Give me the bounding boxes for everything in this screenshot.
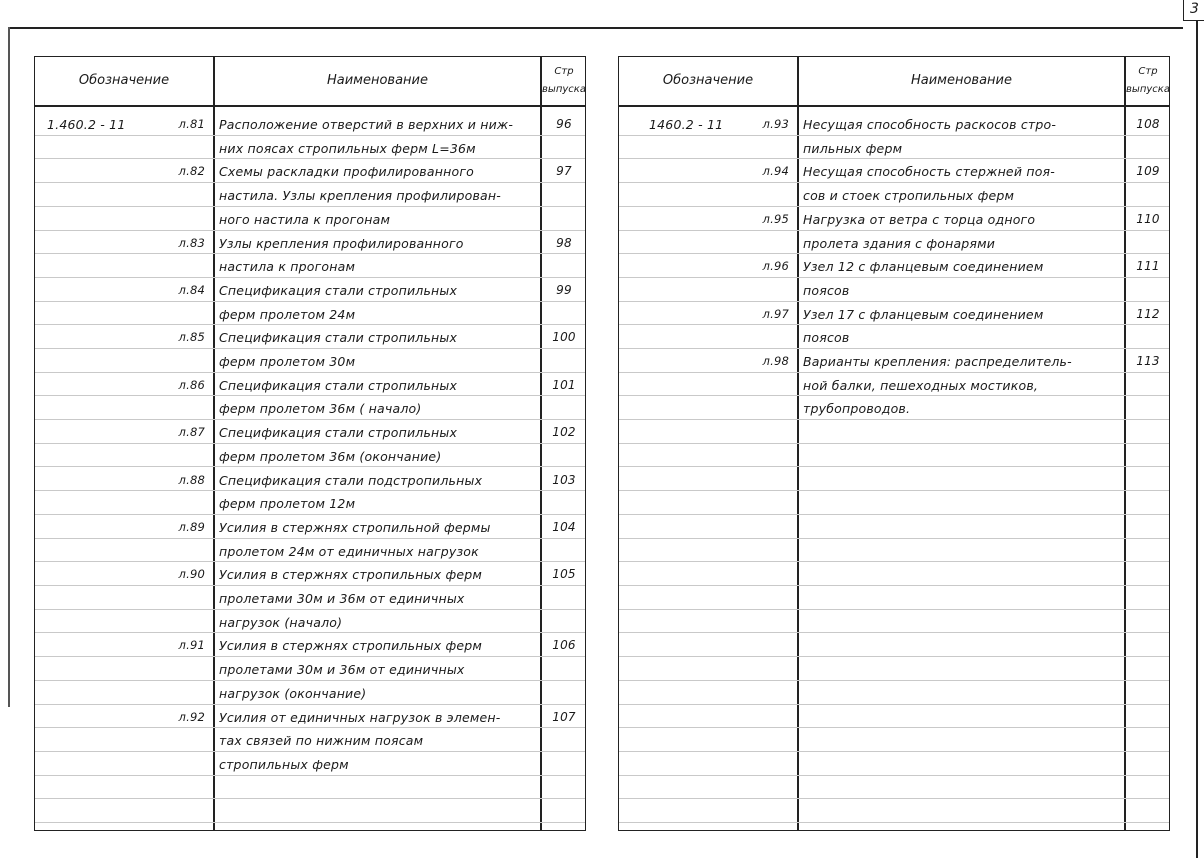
sheet-number: л.84 xyxy=(178,282,205,297)
ruled-line xyxy=(619,585,1169,586)
sheet-number: л.98 xyxy=(762,354,789,368)
sheet-number: л.87 xyxy=(178,425,205,440)
ruled-line xyxy=(35,751,585,752)
item-name-line: пролетами 30м и 36м от единичных xyxy=(219,591,465,606)
item-name-line: поясов xyxy=(803,282,850,298)
ruled-line xyxy=(619,466,1169,467)
item-name-line: Усилия в стержнях стропильной фермы xyxy=(219,519,491,535)
item-name-line: пролета здания с фонарями xyxy=(803,235,996,251)
ruled-line xyxy=(35,277,585,278)
item-name-line: ферм пролетом 36м ( начало) xyxy=(219,401,422,417)
page-left-border xyxy=(8,27,10,707)
ruled-line xyxy=(619,158,1169,159)
item-name-line: Спецификация стали подстропильных xyxy=(219,472,483,488)
ruled-line xyxy=(619,135,1169,136)
page-value: 97 xyxy=(556,164,572,179)
ruled-line xyxy=(619,253,1169,254)
ruled-line xyxy=(619,372,1169,373)
ruled-line xyxy=(35,206,585,207)
header-name: Наименование xyxy=(910,73,1013,88)
item-name-line: Варианты крепления: распределитель- xyxy=(803,354,1072,369)
ruled-line xyxy=(35,395,585,396)
page-value: 103 xyxy=(552,472,576,487)
header-page xyxy=(1126,57,1170,105)
ruled-line xyxy=(35,443,585,444)
page-value: 113 xyxy=(1136,354,1160,368)
item-name-line: стропильных ферм xyxy=(219,756,349,772)
sheet-number: л.89 xyxy=(178,519,205,534)
ruled-line xyxy=(35,348,585,349)
page-value: 101 xyxy=(552,377,576,392)
ruled-line xyxy=(35,301,585,302)
header-page-line2: выпуска xyxy=(542,84,586,95)
ruled-line xyxy=(35,822,585,823)
ruled-line xyxy=(35,585,585,586)
item-name-line: ферм пролетом 36м (окончание) xyxy=(219,448,442,464)
item-name-line: ной балки, пешеходных мостиков, xyxy=(803,377,1039,393)
series-designation: 1.460.2 - 11 xyxy=(47,117,126,132)
ruled-line xyxy=(619,704,1169,705)
item-name-line: Спецификация стали стропильных xyxy=(219,377,458,393)
item-name-line: Спецификация стали стропильных xyxy=(219,425,458,441)
page-value: 108 xyxy=(1136,117,1160,131)
item-name-line: Узлы крепления профилированного xyxy=(219,235,464,251)
header-page-line1: Стр xyxy=(554,66,574,77)
item-name-line: тах связей по нижним поясам xyxy=(219,733,424,749)
item-name-line: Усилия в стержнях стропильных ферм xyxy=(219,638,483,654)
header-divider xyxy=(35,105,585,107)
contents-table-right xyxy=(618,56,1170,831)
item-name-line: ферм пролетом 12м xyxy=(219,496,356,512)
page-top-border xyxy=(8,27,1183,29)
ruled-line xyxy=(35,466,585,467)
sheet-number: л.92 xyxy=(178,709,205,724)
page-value: 109 xyxy=(1136,164,1160,179)
item-name-line: настила. Узлы крепления профилирован- xyxy=(219,188,501,204)
ruled-line xyxy=(35,727,585,728)
header-page-line1: Стр xyxy=(1138,66,1158,77)
page-value: 104 xyxy=(552,519,576,534)
ruled-line xyxy=(35,632,585,633)
item-name-line: пролетом 24м от единичных нагрузок xyxy=(219,543,479,559)
ruled-line xyxy=(619,775,1169,776)
ruled-line xyxy=(619,751,1169,752)
item-name-line: нагрузок (начало) xyxy=(219,614,343,630)
item-name-line: Узел 17 с фланцевым соединением xyxy=(803,306,1044,322)
item-name-line: Спецификация стали стропильных xyxy=(219,282,458,298)
page-value: 99 xyxy=(556,282,572,297)
header-divider xyxy=(619,105,1169,107)
series-designation: 1460.2 - 11 xyxy=(649,117,724,132)
ruled-line xyxy=(35,656,585,657)
ruled-line xyxy=(619,656,1169,657)
sheet-number: л.93 xyxy=(762,117,789,131)
ruled-line xyxy=(35,158,585,159)
item-name-line: Несущая способность стержней поя- xyxy=(803,164,1055,180)
ruled-line xyxy=(35,609,585,610)
ruled-line xyxy=(619,822,1169,823)
ruled-line xyxy=(35,135,585,136)
page-value: 96 xyxy=(556,117,572,131)
ruled-line xyxy=(35,514,585,515)
ruled-line xyxy=(619,443,1169,444)
ruled-line xyxy=(35,324,585,325)
page-value: 106 xyxy=(552,638,576,653)
ruled-line xyxy=(35,490,585,491)
ruled-line xyxy=(35,419,585,420)
ruled-line xyxy=(35,253,585,254)
sheet-number: л.82 xyxy=(178,164,205,179)
ruled-line xyxy=(35,538,585,539)
ruled-line xyxy=(619,182,1169,183)
item-name-line: поясов xyxy=(803,330,850,346)
item-name-line: ного настила к прогонам xyxy=(219,211,391,227)
item-name-line: Схемы раскладки профилированного xyxy=(219,164,474,180)
item-name-line: трубопроводов. xyxy=(803,401,911,417)
item-name-line: сов и стоек стропильных ферм xyxy=(803,188,1015,204)
item-name-line: Усилия от единичных нагрузок в элемен- xyxy=(219,709,501,725)
page-value: 105 xyxy=(552,567,576,582)
item-name-line: Расположение отверстий в верхних и ниж- xyxy=(219,117,514,132)
page-value: 112 xyxy=(1136,306,1160,321)
ruled-line xyxy=(619,230,1169,231)
ruled-line xyxy=(35,230,585,231)
page-number: 3 xyxy=(1183,0,1204,21)
page-value: 110 xyxy=(1136,211,1160,226)
ruled-line xyxy=(619,609,1169,610)
item-name-line: них поясах стропильных ферм L=36м xyxy=(219,140,476,156)
item-name-line: ферм пролетом 24м xyxy=(219,306,356,322)
page-value: 107 xyxy=(552,709,576,724)
item-name-line: Узел 12 с фланцевым соединением xyxy=(803,259,1044,275)
sheet-number: л.97 xyxy=(762,306,789,321)
item-name-line: пролетами 30м и 36м от единичных xyxy=(219,662,465,678)
sheet-number: л.95 xyxy=(762,211,789,226)
page-value: 102 xyxy=(552,425,576,440)
ruled-line xyxy=(619,538,1169,539)
ruled-line xyxy=(619,301,1169,302)
contents-table-left xyxy=(34,56,586,831)
ruled-line xyxy=(619,490,1169,491)
ruled-line xyxy=(35,680,585,681)
ruled-line xyxy=(619,632,1169,633)
page-right-border xyxy=(1196,20,1198,858)
sheet-number: л.96 xyxy=(762,259,789,274)
sheet-number: л.83 xyxy=(178,235,205,250)
ruled-line xyxy=(619,277,1169,278)
ruled-line xyxy=(35,561,585,562)
header-page-line2: выпуска xyxy=(1126,84,1170,95)
item-name-line: Несущая способность раскосов стро- xyxy=(803,117,1057,132)
sheet-number: л.86 xyxy=(178,377,205,392)
ruled-line xyxy=(619,680,1169,681)
ruled-line xyxy=(35,372,585,373)
sheet-number: л.88 xyxy=(178,472,205,487)
item-name-line: Спецификация стали стропильных xyxy=(219,330,458,346)
ruled-line xyxy=(619,727,1169,728)
ruled-line xyxy=(619,561,1169,562)
ruled-line xyxy=(619,324,1169,325)
item-name-line: нагрузок (окончание) xyxy=(219,685,367,701)
ruled-line xyxy=(35,798,585,799)
sheet-number: л.91 xyxy=(178,638,205,653)
ruled-line xyxy=(35,182,585,183)
page-value: 100 xyxy=(552,330,576,345)
item-name-line: настила к прогонам xyxy=(219,259,356,275)
sheet-number: л.85 xyxy=(178,330,205,345)
header-designation: Обозначение xyxy=(662,73,754,88)
sheet-number: л.90 xyxy=(178,567,205,582)
item-name-line: ферм пролетом 30м xyxy=(219,354,356,369)
header-designation: Обозначение xyxy=(78,73,170,88)
sheet-number: л.81 xyxy=(178,117,205,131)
sheet-number: л.94 xyxy=(762,164,789,179)
ruled-line xyxy=(619,348,1169,349)
item-name-line: Усилия в стержнях стропильных ферм xyxy=(219,567,483,583)
ruled-line xyxy=(619,419,1169,420)
ruled-line xyxy=(35,704,585,705)
ruled-line xyxy=(35,775,585,776)
page-value: 111 xyxy=(1136,259,1160,274)
ruled-line xyxy=(619,514,1169,515)
header-name: Наименование xyxy=(326,73,429,88)
ruled-line xyxy=(619,395,1169,396)
page-value: 98 xyxy=(556,235,572,250)
header-page xyxy=(542,57,586,105)
ruled-line xyxy=(619,206,1169,207)
item-name-line: Нагрузка от ветра с торца одного xyxy=(803,211,1036,227)
item-name-line: пильных ферм xyxy=(803,140,903,156)
ruled-line xyxy=(619,798,1169,799)
